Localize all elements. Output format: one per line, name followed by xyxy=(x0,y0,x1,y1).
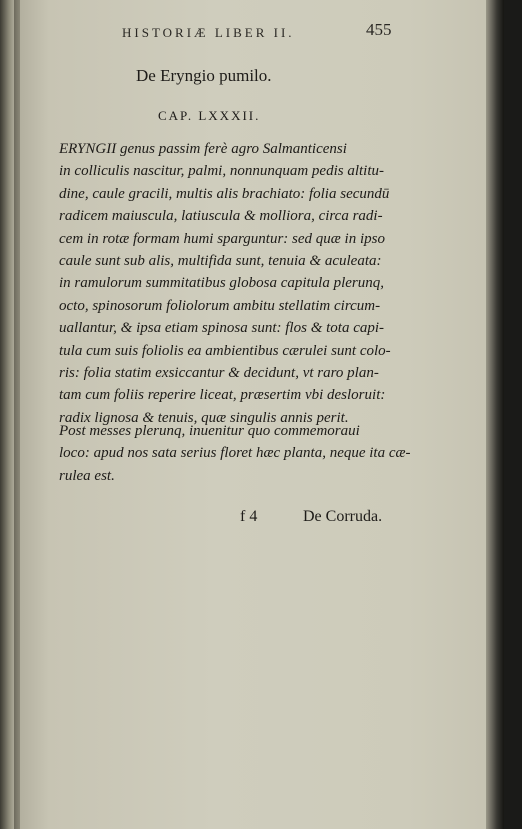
catchword: De Corruda. xyxy=(303,508,383,525)
text-line: radix lignosa & tenuis, quæ singulis annis perit. xyxy=(59,409,349,426)
page-right-edge xyxy=(486,0,504,829)
signature-mark: f 4 xyxy=(240,508,258,525)
running-title: HISTORIÆ LIBER II. xyxy=(122,25,295,40)
paragraph-1 xyxy=(59,138,404,429)
text-line: ERYNGII genus passim ferè agro Salmanticensi xyxy=(59,141,347,157)
text-line: in ramulorum summitatibus globosa capitula plerunq, xyxy=(59,275,385,292)
text-line: Post messes plerunq, inuenitur quo commemoraui xyxy=(59,423,360,439)
text-line: caule sunt sub alis, multifida sunt, tenuia & aculeata: xyxy=(59,253,382,270)
text-line: in colliculis nascitur, palmi, nonnunquam pedis altitu- xyxy=(59,163,384,180)
text-line: dine, caule gracili, multis alis brachiato: folia secundū xyxy=(59,185,390,202)
text-line: loco: apud nos sata serius floret hæc planta, neque ita cæ- xyxy=(59,445,411,462)
text-line: tam cum foliis reperire liceat, præsertim vbi desloruit: xyxy=(59,387,386,404)
text-line: rulea est. xyxy=(59,467,115,484)
page-number: 455 xyxy=(366,20,392,39)
text-line: uallantur, & ipsa etiam spinosa sunt: flos & tota capi- xyxy=(59,320,385,337)
chapter-heading: CAP. LXXXII. xyxy=(158,108,261,123)
text-line: octo, spinosorum foliolorum ambitu stellatim circum- xyxy=(59,297,381,314)
paragraph-2 xyxy=(59,420,411,487)
text-line: radicem maiuscula, latiuscula & molliora, circa radi- xyxy=(59,208,383,225)
text-line: cem in rotæ formam humi sparguntur: sed quæ in ipso xyxy=(59,230,385,247)
text-line: tula cum suis foliolis ea ambientibus cærulei sunt colo- xyxy=(59,342,391,359)
text-line: ris: folia statim exsiccantur & decidunt, vt raro plan- xyxy=(59,365,379,382)
section-title: De Eryngio pumilo. xyxy=(136,66,272,85)
